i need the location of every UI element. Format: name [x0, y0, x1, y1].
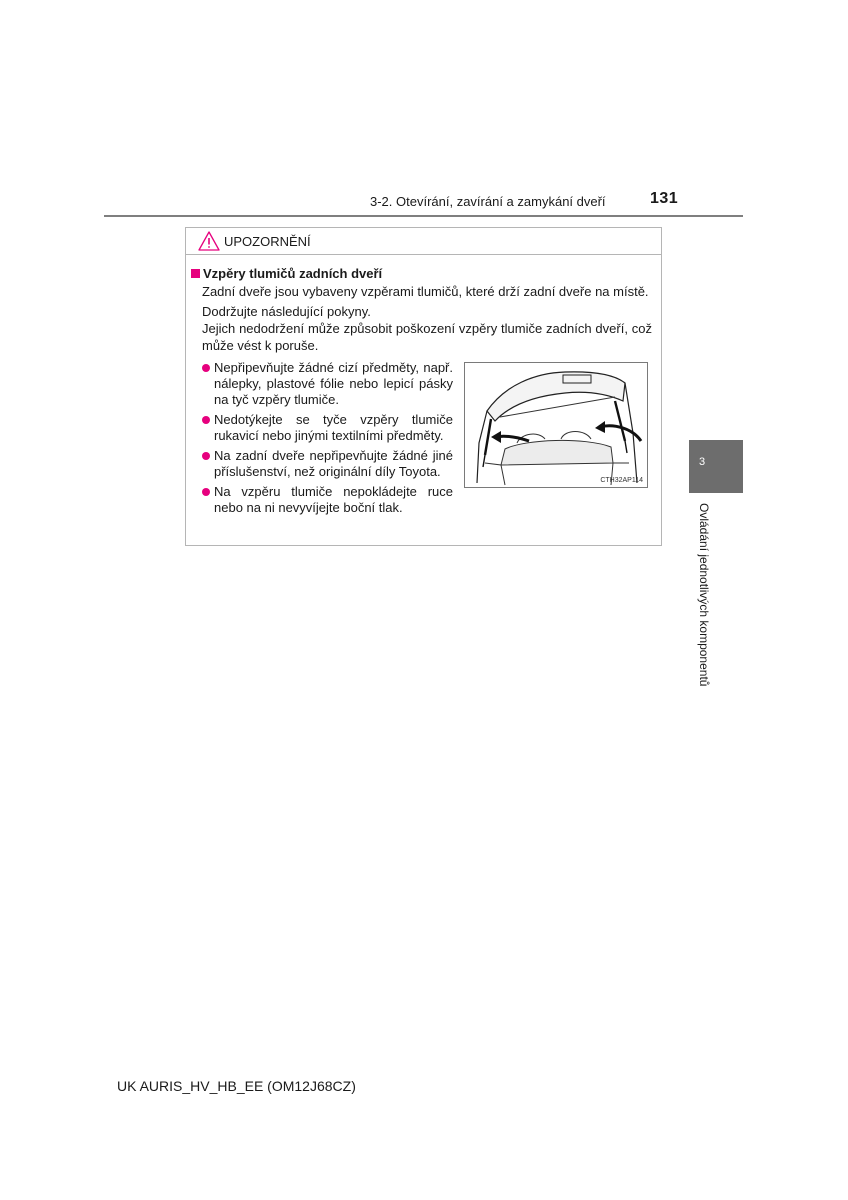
chapter-tab-number: 3	[699, 456, 706, 468]
list-item-text: Na vzpěru tlumiče nepokládejte ruce nebo na ni nevyvíjejte boční tlak.	[214, 484, 453, 515]
square-bullet-icon	[191, 269, 200, 278]
list-item-text: Nedotýkejte se tyče vzpěry tlumiče rukavicí nebo jinými textilními předměty.	[214, 412, 453, 443]
list-item-text: Nepřipevňujte žádné cizí předměty, např. nálepky, plastové fólie nebo lepicí pásky na tyč vzpěry tlumiče.	[214, 360, 453, 407]
list-item	[202, 448, 453, 480]
bullet-list	[202, 360, 453, 520]
list-item	[202, 412, 453, 444]
footer-code: UK AURIS_HV_HB_EE (OM12J68CZ)	[117, 1078, 356, 1094]
list-item	[202, 484, 453, 516]
list-item-text: Na zadní dveře nepřipevňujte žádné jiné příslušenství, než originální díly Toyota.	[214, 448, 453, 479]
bullet-dot-icon	[202, 452, 210, 460]
page-number: 131	[650, 190, 679, 207]
bullet-dot-icon	[202, 488, 210, 496]
header-rule	[104, 215, 743, 217]
bullet-dot-icon	[202, 416, 210, 424]
chapter-label: Ovládání jednotlivých komponentů	[697, 503, 711, 687]
tailgate-illustration	[464, 362, 648, 488]
list-item	[202, 360, 453, 408]
figure-code: CTH32AP114	[600, 477, 643, 484]
warning-triangle-icon	[198, 231, 220, 251]
paragraph-2: Dodržujte následující pokyny.	[202, 304, 371, 319]
tailgate-strut-drawing	[465, 363, 648, 488]
chapter-tab	[689, 440, 743, 493]
paragraph-3: Jejich nedodržení může způsobit poškození vzpěry tlumiče zadních dveří, což může vést k poruše.	[202, 321, 652, 353]
warning-box	[185, 227, 662, 546]
bullet-dot-icon	[202, 364, 210, 372]
paragraph-1: Zadní dveře jsou vybaveny vzpěrami tlumičů, které drží zadní dveře na místě.	[202, 284, 649, 299]
header-section-title: 3-2. Otevírání, zavírání a zamykání dveří	[370, 194, 606, 209]
warning-title: UPOZORNĚNÍ	[224, 234, 311, 249]
section-heading	[191, 266, 382, 281]
section-heading-text: Vzpěry tlumičů zadních dveří	[203, 266, 383, 281]
warning-header	[186, 228, 661, 255]
